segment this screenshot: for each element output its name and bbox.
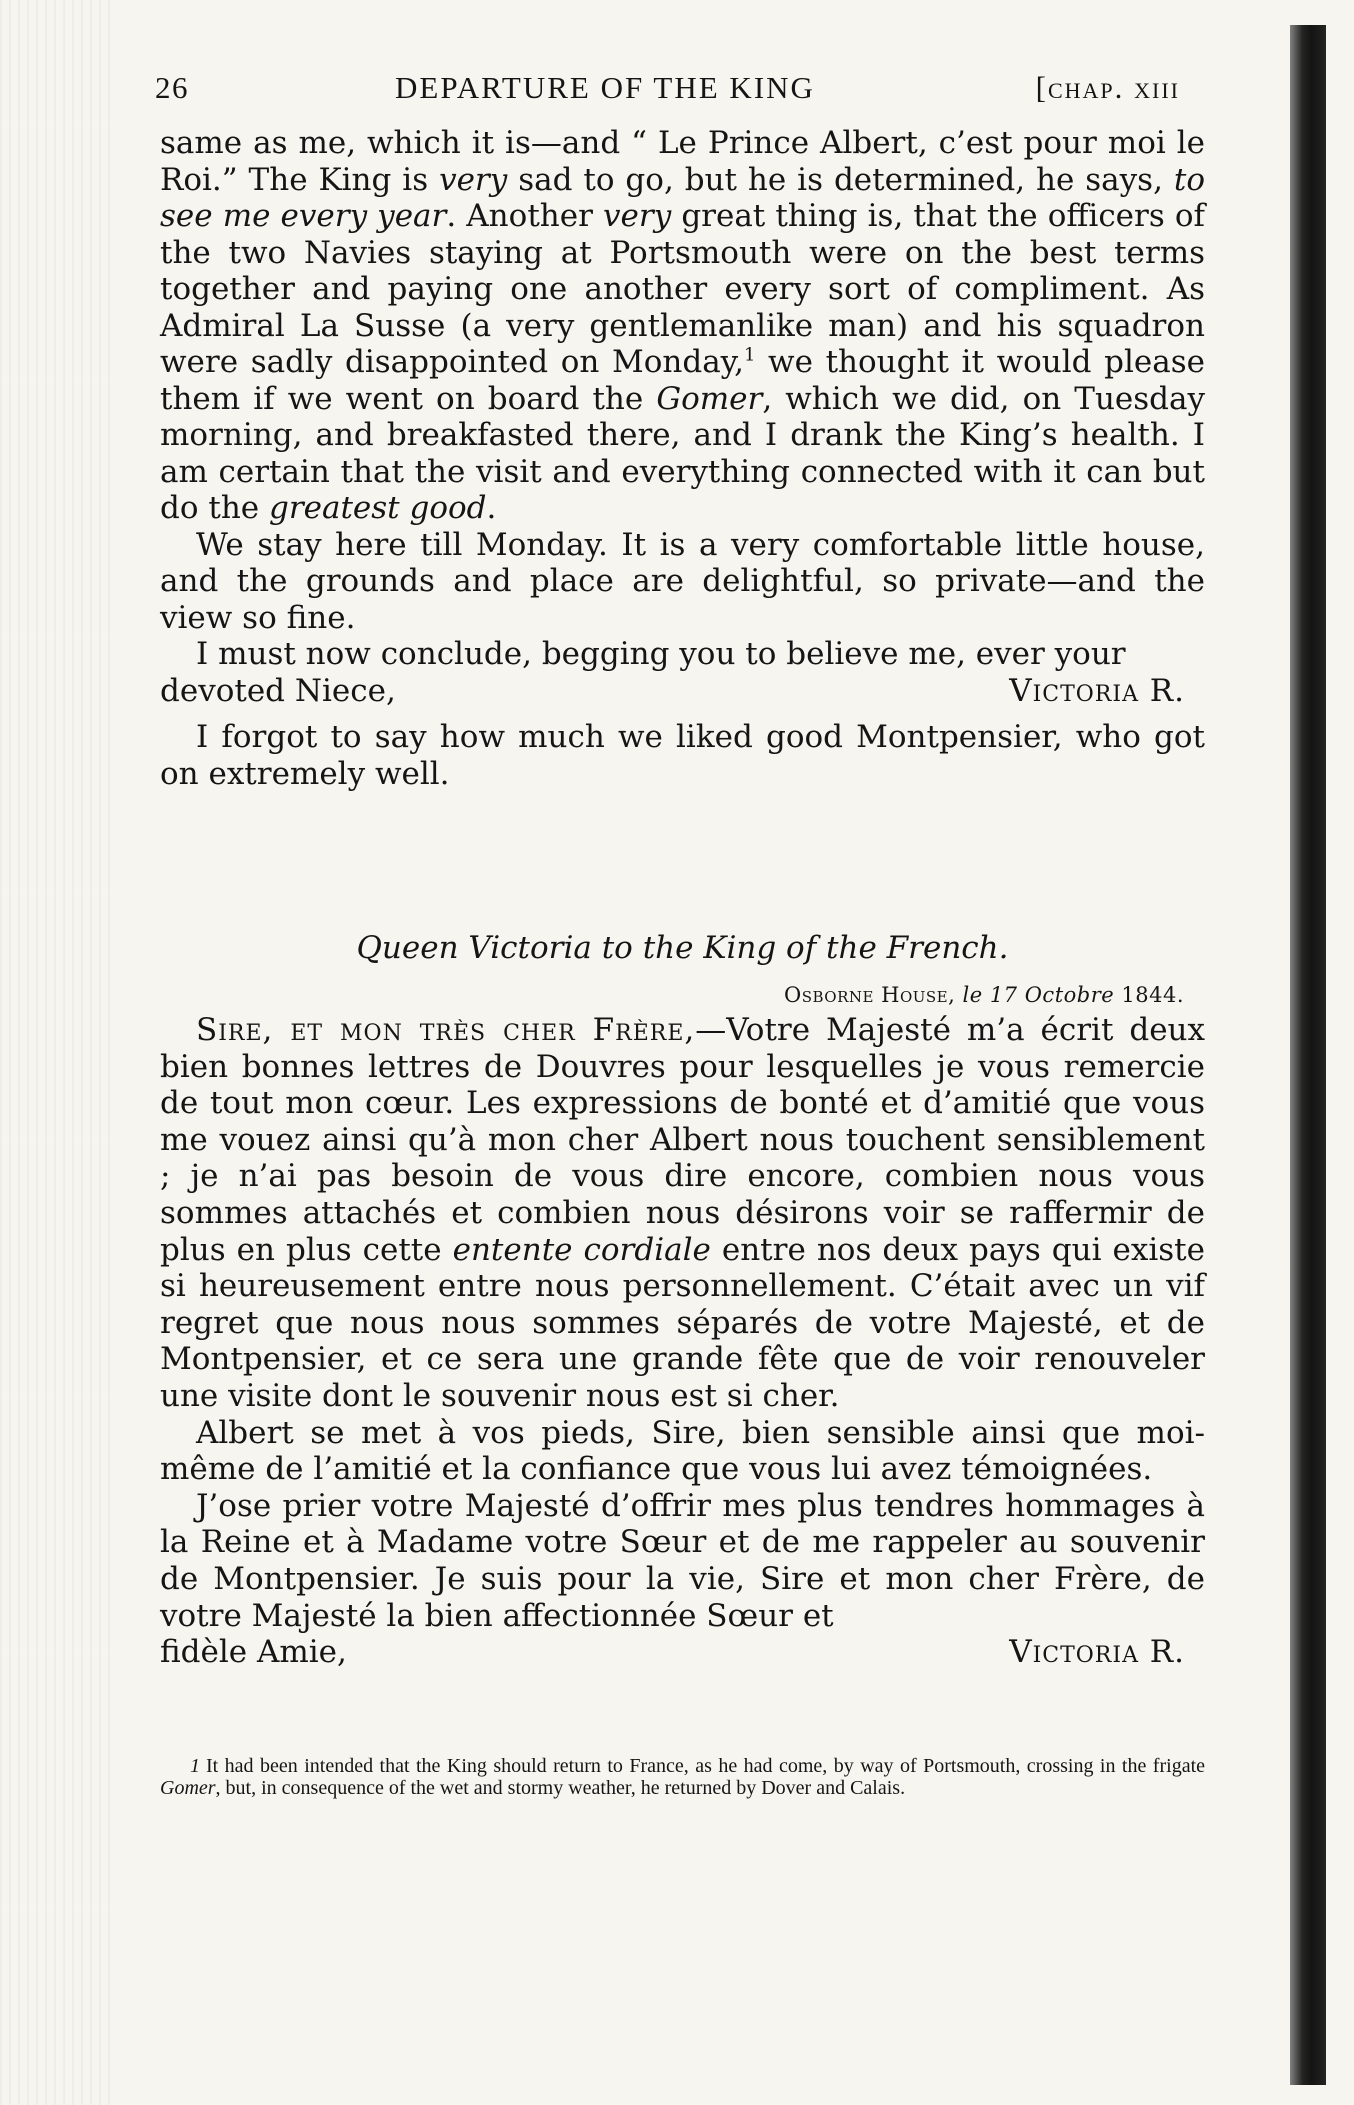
closing-line [160,673,1205,710]
footnote-reference: 1 [743,344,756,366]
paragraph: Sire, et mon très cher Frère,—Votre Majesté m’a écrit deux bien bonnes lettres de Douvres pour lesquelles je vous remercie de tout mon cœur. Les expressions de bonté et d’amitié que vous me vouez ainsi qu’à mon cher Albert nous touchent sensiblement ; je n’ai pas besoin de vous dire encore, combien nous vous sommes attachés et combien nous désirons voir se raffermir de plus en plus cette entente cordiale entre nos deux pays qui existe si heureusement entre nous personnellement. C’était avec un vif regret que nous nous sommes séparés de votre Majesté, et de Montpensier, et ce sera une grande fête que de voir renouveler une visite dont le souvenir nous est si cher. [160,1012,1205,1414]
paragraph: I must now conclude, begging you to believe me, ever your [196,636,1126,672]
postscript: I forgot to say how much we liked good Montpensier, who got on extremely well. [160,719,1205,792]
french-letter [160,1012,1205,1671]
paragraph: We stay here till Monday. It is a very comfortable little house, and the grounds and place are delightful, so private—and the view so fine. [160,526,1205,636]
letter-continuation [160,125,1205,792]
page-margin-right [1326,0,1354,2105]
letter-heading: Queen Victoria to the King of the French. [356,930,1009,966]
signature: Victoria R. [1009,672,1185,709]
signature: Victoria R. [1009,1634,1185,1671]
page-edge-texture [0,0,110,2105]
binding-shadow [1290,25,1326,2085]
footnote: 1 It had been intended that the King should return to France, as he had come, by way of Portsmouth, crossing in the frigate Gomer, but, in consequence of the wet and stormy weather, he returned by Dover and Calais. [160,1755,1205,1799]
closing-salutation: fidèle Amie, [160,1634,347,1671]
paragraph: same as me, which it is—and “ Le Prince Albert, c’est pour moi le Roi.” The King is very sad to go, but he is determined, he says, to see me every year. Another very great thing is, that the officers of the two Navies staying at Portsmouth were on the best terms together and paying one another every sort of compliment. As Admiral La Susse (a very gentlemanlike man) and his squadron were sadly disappointed on Monday,$^1$ we thought it would please them if we went on board the Gomer, which we did, on Tuesday morning, and breakfasted there, and I drank the King’s health. I am certain that the visit and everything connected with it can but do the greatest good. [160,125,1206,526]
dateline: Osborne House, le 17 Octobre 1844. [784,983,1184,1007]
footnote-marker: 1 [190,1755,200,1777]
salutation: Sire, et mon très cher Frère, [196,1012,696,1048]
closing-salutation: devoted Niece, [160,672,396,709]
running-head [155,70,1180,110]
running-title: DEPARTURE OF THE KING [395,70,815,105]
page-number: 26 [155,70,189,105]
paragraph: J’ose prier votre Majesté d’offrir mes plus tendres hommages à la Reine et à Madame votre Sœur et de me rappeler au souvenir de Montpensier. Je suis pour la vie, Sire et mon cher Frère, de votre Majesté la bien affectionnée Sœur et [160,1487,1205,1634]
closing-line [160,1634,1205,1671]
chapter-marker: [chap. xiii [1035,70,1180,105]
paragraph: Albert se met à vos pieds, Sire, bien sensible ainsi que moi-même de l’amitié et la confiance que vous lui avez témoignées. [160,1414,1205,1488]
